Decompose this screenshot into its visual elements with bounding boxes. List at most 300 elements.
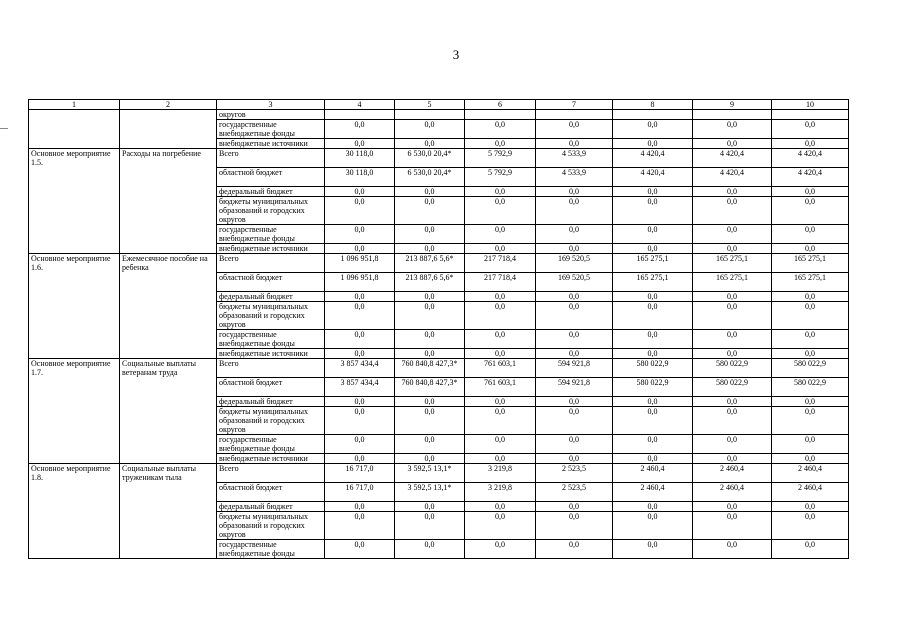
funding-source-cell: внебюджетные источники	[217, 454, 325, 464]
event-name-cell	[120, 397, 217, 407]
amount-cell: 0,0	[536, 435, 613, 454]
amount-cell: 0,0	[772, 397, 849, 407]
amount-cell: 0,0	[465, 454, 536, 464]
amount-cell: 0,0	[772, 187, 849, 197]
amount-cell: 0,0	[395, 225, 465, 244]
event-name-cell	[120, 302, 217, 330]
amount-cell: 0,0	[536, 120, 613, 139]
amount-cell: 0,0	[693, 225, 772, 244]
amount-cell: 580 022,9	[693, 359, 772, 378]
table-row	[29, 244, 849, 254]
amount-cell: 0,0	[395, 139, 465, 149]
amount-cell: 0,0	[395, 512, 465, 540]
amount-cell: 0,0	[613, 244, 693, 254]
event-code-cell	[29, 349, 120, 359]
amount-cell: 1 096 951,8	[325, 254, 395, 273]
amount-cell: 0,0	[325, 120, 395, 139]
amount-cell: 0,0	[465, 349, 536, 359]
amount-cell: 0,0	[772, 120, 849, 139]
event-code-cell	[29, 225, 120, 244]
column-header: 4	[325, 100, 395, 110]
funding-source-cell: Всего	[217, 254, 325, 273]
amount-cell: 0,0	[395, 454, 465, 464]
amount-cell: 0,0	[772, 407, 849, 435]
amount-cell: 6 530,0 20,4*	[395, 168, 465, 187]
table-row	[29, 454, 849, 464]
amount-cell: 165 275,1	[613, 273, 693, 292]
amount-cell: 4 420,4	[772, 168, 849, 187]
amount-cell: 0,0	[465, 197, 536, 225]
funding-source-cell: областной бюджет	[217, 168, 325, 187]
column-header: 8	[613, 100, 693, 110]
amount-cell: 0,0	[325, 225, 395, 244]
amount-cell: 0,0	[395, 197, 465, 225]
amount-cell: 0,0	[325, 302, 395, 330]
table-row	[29, 110, 849, 120]
amount-cell: 0,0	[395, 435, 465, 454]
funding-source-cell: государственные внебюджетные фонды	[217, 225, 325, 244]
amount-cell: 0,0	[613, 435, 693, 454]
amount-cell: 0,0	[613, 197, 693, 225]
funding-source-cell: Всего	[217, 149, 325, 168]
event-name-cell	[120, 407, 217, 435]
amount-cell: 4 533,9	[536, 149, 613, 168]
amount-cell: 0,0	[613, 454, 693, 464]
column-number-row	[29, 100, 849, 110]
amount-cell: 0,0	[772, 302, 849, 330]
event-code-cell	[29, 378, 120, 397]
amount-cell: 0,0	[536, 292, 613, 302]
amount-cell: 3 219,8	[465, 483, 536, 502]
event-name-cell	[120, 292, 217, 302]
funding-source-cell: областной бюджет	[217, 273, 325, 292]
amount-cell: 0,0	[772, 292, 849, 302]
amount-cell: 580 022,9	[613, 378, 693, 397]
column-header: 6	[465, 100, 536, 110]
amount-cell: 217 718,4	[465, 254, 536, 273]
amount-cell: 0,0	[325, 197, 395, 225]
margin-mark	[0, 128, 8, 129]
event-code-cell	[29, 292, 120, 302]
amount-cell: 0,0	[613, 225, 693, 244]
amount-cell: 0,0	[395, 397, 465, 407]
event-name-cell	[120, 197, 217, 225]
event-code-cell: Основное мероприятие 1.8.	[29, 464, 120, 483]
amount-cell: 0,0	[395, 349, 465, 359]
event-code-cell	[29, 540, 120, 559]
amount-cell: 0,0	[693, 244, 772, 254]
amount-cell: 165 275,1	[613, 254, 693, 273]
amount-cell: 760 840,8 427,3*	[395, 378, 465, 397]
amount-cell: 0,0	[325, 454, 395, 464]
table-row	[29, 254, 849, 273]
amount-cell: 0,0	[465, 302, 536, 330]
amount-cell: 0,0	[693, 330, 772, 349]
amount-cell: 0,0	[536, 397, 613, 407]
funding-source-cell: федеральный бюджет	[217, 292, 325, 302]
amount-cell: 0,0	[536, 244, 613, 254]
funding-source-cell: областной бюджет	[217, 378, 325, 397]
amount-cell: 30 118,0	[325, 149, 395, 168]
amount-cell: 16 717,0	[325, 464, 395, 483]
event-code-cell	[29, 302, 120, 330]
event-name-cell	[120, 454, 217, 464]
event-name-cell	[120, 349, 217, 359]
amount-cell: 580 022,9	[772, 359, 849, 378]
amount-cell: 0,0	[693, 349, 772, 359]
amount-cell: 761 603,1	[465, 359, 536, 378]
amount-cell: 580 022,9	[613, 359, 693, 378]
column-header: 5	[395, 100, 465, 110]
funding-source-cell: бюджеты муниципальных образований и городских округов	[217, 197, 325, 225]
amount-cell: 580 022,9	[772, 378, 849, 397]
table-row	[29, 512, 849, 540]
amount-cell: 4 420,4	[613, 168, 693, 187]
table-row	[29, 359, 849, 378]
column-header: 1	[29, 100, 120, 110]
amount-cell: 0,0	[693, 139, 772, 149]
amount-cell: 0,0	[693, 407, 772, 435]
amount-cell: 0,0	[325, 349, 395, 359]
table-row	[29, 378, 849, 397]
table-row	[29, 330, 849, 349]
amount-cell: 0,0	[536, 407, 613, 435]
amount-cell: 0,0	[536, 454, 613, 464]
event-code-cell	[29, 168, 120, 187]
funding-source-cell: бюджеты муниципальных образований и городских округов	[217, 512, 325, 540]
table-row	[29, 168, 849, 187]
amount-cell: 0,0	[536, 502, 613, 512]
table-row	[29, 349, 849, 359]
amount-cell: 0,0	[395, 292, 465, 302]
amount-cell: 0,0	[693, 120, 772, 139]
amount-cell: 3 592,5 13,1*	[395, 464, 465, 483]
amount-cell: 0,0	[465, 292, 536, 302]
event-name-cell	[120, 435, 217, 454]
event-code-cell	[29, 483, 120, 502]
amount-cell: 16 717,0	[325, 483, 395, 502]
program-funding-table	[28, 99, 849, 559]
table-row	[29, 407, 849, 435]
event-code-cell	[29, 512, 120, 540]
funding-source-cell: Всего	[217, 464, 325, 483]
funding-source-cell: внебюджетные источники	[217, 139, 325, 149]
event-name-cell	[120, 225, 217, 244]
amount-cell	[613, 110, 693, 120]
amount-cell: 5 792,9	[465, 149, 536, 168]
table-row	[29, 302, 849, 330]
table-body	[29, 110, 849, 559]
amount-cell: 0,0	[395, 407, 465, 435]
event-name-cell	[120, 483, 217, 502]
amount-cell: 0,0	[536, 225, 613, 244]
amount-cell: 3 857 434,4	[325, 378, 395, 397]
event-name-cell: Социальные выплаты труженикам тыла	[120, 464, 217, 483]
amount-cell: 4 420,4	[772, 149, 849, 168]
table-row	[29, 273, 849, 292]
amount-cell: 0,0	[693, 540, 772, 559]
table-row	[29, 139, 849, 149]
amount-cell: 2 460,4	[613, 464, 693, 483]
amount-cell: 0,0	[693, 502, 772, 512]
event-name-cell	[120, 244, 217, 254]
table-row	[29, 197, 849, 225]
funding-source-cell: государственные внебюджетные фонды	[217, 330, 325, 349]
amount-cell	[693, 110, 772, 120]
amount-cell: 165 275,1	[772, 273, 849, 292]
funding-source-cell: округов	[217, 110, 325, 120]
amount-cell	[772, 110, 849, 120]
amount-cell: 0,0	[325, 435, 395, 454]
table-row	[29, 435, 849, 454]
amount-cell: 0,0	[325, 330, 395, 349]
amount-cell: 0,0	[772, 454, 849, 464]
amount-cell: 0,0	[395, 540, 465, 559]
amount-cell	[395, 110, 465, 120]
amount-cell: 0,0	[772, 225, 849, 244]
event-name-cell	[120, 540, 217, 559]
amount-cell: 0,0	[465, 330, 536, 349]
amount-cell: 0,0	[536, 139, 613, 149]
column-header: 7	[536, 100, 613, 110]
amount-cell: 0,0	[536, 540, 613, 559]
amount-cell: 0,0	[613, 397, 693, 407]
amount-cell: 0,0	[613, 120, 693, 139]
amount-cell: 213 887,6 5,6*	[395, 254, 465, 273]
amount-cell: 6 530,0 20,4*	[395, 149, 465, 168]
amount-cell: 0,0	[772, 244, 849, 254]
amount-cell: 0,0	[772, 139, 849, 149]
amount-cell: 761 603,1	[465, 378, 536, 397]
amount-cell: 213 887,6 5,6*	[395, 273, 465, 292]
amount-cell: 0,0	[465, 139, 536, 149]
amount-cell: 0,0	[613, 302, 693, 330]
amount-cell: 0,0	[465, 512, 536, 540]
event-code-cell: Основное мероприятие 1.6.	[29, 254, 120, 273]
event-code-cell	[29, 435, 120, 454]
amount-cell: 0,0	[395, 302, 465, 330]
amount-cell: 0,0	[613, 330, 693, 349]
funding-source-cell: бюджеты муниципальных образований и городских округов	[217, 407, 325, 435]
amount-cell: 0,0	[395, 187, 465, 197]
amount-cell: 5 792,9	[465, 168, 536, 187]
amount-cell: 580 022,9	[693, 378, 772, 397]
event-name-cell	[120, 330, 217, 349]
amount-cell: 4 420,4	[693, 168, 772, 187]
event-name-cell: Социальные выплаты ветеранам труда	[120, 359, 217, 378]
amount-cell: 1 096 951,8	[325, 273, 395, 292]
funding-source-cell: федеральный бюджет	[217, 502, 325, 512]
event-code-cell	[29, 187, 120, 197]
amount-cell: 0,0	[772, 349, 849, 359]
amount-cell: 0,0	[772, 435, 849, 454]
amount-cell: 0,0	[325, 407, 395, 435]
table-row	[29, 464, 849, 483]
event-name-cell: Ежемесячное пособие на ребенка	[120, 254, 217, 273]
column-header: 9	[693, 100, 772, 110]
amount-cell: 0,0	[772, 502, 849, 512]
amount-cell: 0,0	[395, 330, 465, 349]
event-name-cell	[120, 168, 217, 187]
amount-cell: 0,0	[693, 197, 772, 225]
event-code-cell	[29, 407, 120, 435]
event-name-cell	[120, 110, 217, 120]
amount-cell: 0,0	[465, 407, 536, 435]
event-name-cell	[120, 378, 217, 397]
amount-cell: 0,0	[772, 540, 849, 559]
amount-cell: 0,0	[325, 139, 395, 149]
amount-cell: 594 921,8	[536, 378, 613, 397]
funding-source-cell: государственные внебюджетные фонды	[217, 120, 325, 139]
amount-cell: 0,0	[772, 330, 849, 349]
amount-cell: 0,0	[465, 540, 536, 559]
funding-source-cell: бюджеты муниципальных образований и городских округов	[217, 302, 325, 330]
amount-cell: 0,0	[465, 187, 536, 197]
funding-source-cell: федеральный бюджет	[217, 397, 325, 407]
amount-cell: 0,0	[395, 502, 465, 512]
amount-cell: 0,0	[325, 292, 395, 302]
event-code-cell	[29, 120, 120, 139]
table-row	[29, 483, 849, 502]
amount-cell: 0,0	[613, 512, 693, 540]
amount-cell: 0,0	[325, 397, 395, 407]
amount-cell: 0,0	[693, 454, 772, 464]
event-name-cell	[120, 139, 217, 149]
amount-cell	[325, 110, 395, 120]
event-code-cell	[29, 139, 120, 149]
amount-cell: 3 857 434,4	[325, 359, 395, 378]
event-name-cell	[120, 187, 217, 197]
amount-cell: 165 275,1	[693, 273, 772, 292]
amount-cell: 0,0	[693, 187, 772, 197]
event-name-cell	[120, 273, 217, 292]
amount-cell: 0,0	[693, 397, 772, 407]
table-row	[29, 292, 849, 302]
amount-cell: 0,0	[325, 502, 395, 512]
amount-cell: 2 460,4	[693, 464, 772, 483]
amount-cell: 0,0	[536, 302, 613, 330]
funding-source-cell: областной бюджет	[217, 483, 325, 502]
amount-cell: 0,0	[465, 397, 536, 407]
amount-cell	[465, 110, 536, 120]
event-code-cell	[29, 502, 120, 512]
amount-cell: 0,0	[613, 187, 693, 197]
amount-cell: 0,0	[613, 292, 693, 302]
event-code-cell: Основное мероприятие 1.7.	[29, 359, 120, 378]
funding-source-cell: Всего	[217, 359, 325, 378]
funding-source-cell: государственные внебюджетные фонды	[217, 540, 325, 559]
amount-cell: 0,0	[465, 435, 536, 454]
amount-cell: 0,0	[536, 197, 613, 225]
column-header: 10	[772, 100, 849, 110]
amount-cell	[536, 110, 613, 120]
amount-cell: 0,0	[693, 292, 772, 302]
amount-cell: 2 460,4	[772, 464, 849, 483]
amount-cell: 594 921,8	[536, 359, 613, 378]
amount-cell: 217 718,4	[465, 273, 536, 292]
amount-cell: 2 523,5	[536, 483, 613, 502]
amount-cell: 0,0	[465, 244, 536, 254]
amount-cell: 0,0	[693, 302, 772, 330]
column-header: 2	[120, 100, 217, 110]
amount-cell: 165 275,1	[693, 254, 772, 273]
amount-cell: 0,0	[395, 244, 465, 254]
table-row	[29, 397, 849, 407]
amount-cell: 169 520,5	[536, 254, 613, 273]
event-code-cell	[29, 330, 120, 349]
amount-cell: 2 460,4	[693, 483, 772, 502]
amount-cell: 0,0	[536, 512, 613, 540]
amount-cell: 30 118,0	[325, 168, 395, 187]
amount-cell: 165 275,1	[772, 254, 849, 273]
amount-cell: 760 840,8 427,3*	[395, 359, 465, 378]
amount-cell: 0,0	[536, 330, 613, 349]
amount-cell: 0,0	[693, 435, 772, 454]
amount-cell: 0,0	[613, 540, 693, 559]
amount-cell: 0,0	[536, 349, 613, 359]
amount-cell: 3 219,8	[465, 464, 536, 483]
event-name-cell	[120, 120, 217, 139]
table-row	[29, 540, 849, 559]
table-row	[29, 187, 849, 197]
page-number: 3	[452, 47, 460, 62]
event-code-cell	[29, 273, 120, 292]
amount-cell: 4 420,4	[693, 149, 772, 168]
amount-cell: 0,0	[465, 502, 536, 512]
column-header: 3	[217, 100, 325, 110]
event-name-cell: Расходы на погребение	[120, 149, 217, 168]
amount-cell: 0,0	[613, 349, 693, 359]
event-code-cell	[29, 110, 120, 120]
amount-cell: 4 420,4	[613, 149, 693, 168]
amount-cell: 0,0	[613, 407, 693, 435]
amount-cell: 2 523,5	[536, 464, 613, 483]
event-code-cell	[29, 454, 120, 464]
funding-source-cell: внебюджетные источники	[217, 244, 325, 254]
amount-cell: 0,0	[772, 197, 849, 225]
funding-source-cell: федеральный бюджет	[217, 187, 325, 197]
table-row	[29, 502, 849, 512]
amount-cell: 0,0	[465, 225, 536, 244]
table-row	[29, 149, 849, 168]
amount-cell: 4 533,9	[536, 168, 613, 187]
amount-cell: 0,0	[613, 502, 693, 512]
event-code-cell: Основное мероприятие 1.5.	[29, 149, 120, 168]
event-code-cell	[29, 397, 120, 407]
amount-cell: 2 460,4	[772, 483, 849, 502]
amount-cell: 0,0	[693, 512, 772, 540]
amount-cell: 0,0	[536, 187, 613, 197]
amount-cell: 0,0	[325, 187, 395, 197]
table-row	[29, 225, 849, 244]
amount-cell: 0,0	[395, 120, 465, 139]
event-code-cell	[29, 197, 120, 225]
event-code-cell	[29, 244, 120, 254]
funding-source-cell: государственные внебюджетные фонды	[217, 435, 325, 454]
amount-cell: 2 460,4	[613, 483, 693, 502]
amount-cell: 0,0	[325, 512, 395, 540]
amount-cell: 0,0	[325, 244, 395, 254]
amount-cell: 0,0	[465, 120, 536, 139]
funding-source-cell: внебюджетные источники	[217, 349, 325, 359]
event-name-cell	[120, 512, 217, 540]
amount-cell: 0,0	[325, 540, 395, 559]
table-row	[29, 120, 849, 139]
amount-cell: 3 592,5 13,1*	[395, 483, 465, 502]
amount-cell: 0,0	[772, 512, 849, 540]
event-name-cell	[120, 502, 217, 512]
amount-cell: 169 520,5	[536, 273, 613, 292]
